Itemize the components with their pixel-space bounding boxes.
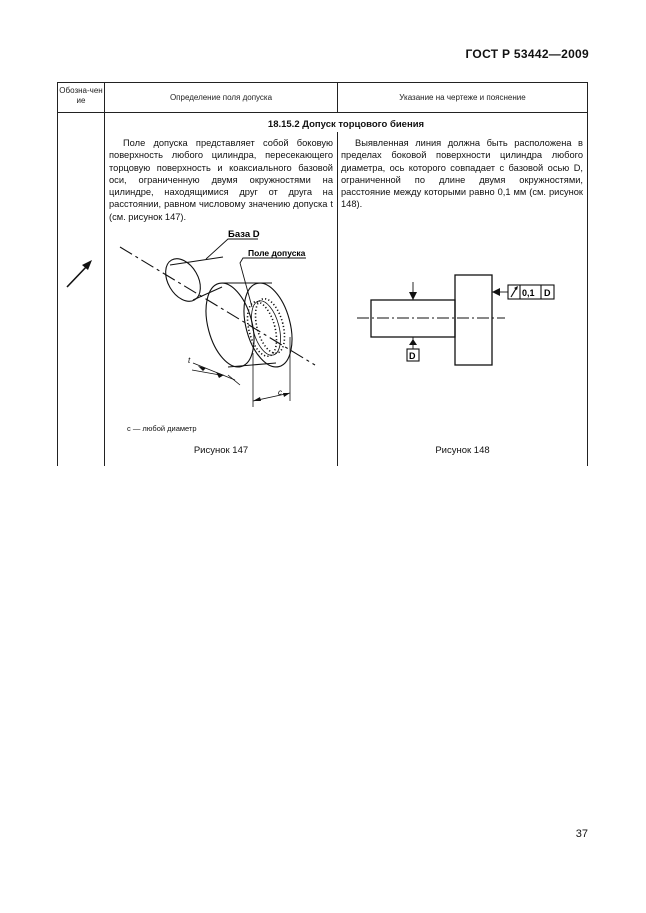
col-symbol-header: Обозна-чение (59, 86, 103, 105)
runout-symbol-icon (62, 256, 98, 292)
figure-147-note: c — любой диаметр (127, 424, 197, 433)
fig148-datum-label: D (409, 351, 416, 361)
fig147-zone-label: Поле допуска (248, 248, 306, 258)
figure-147-drawing (110, 225, 335, 415)
definition-text: Поле допуска представляет собой боковую поверхность любого цилиндра, пересекающего торцовую поверхность и коаксиального базовой оси, ограниченную двумя окружностями на цилиндре, находящимися друг от друга на расстоянии, равном числовому значению допуска t (см. рисунок 147). (109, 138, 333, 222)
fig147-t-label: t (188, 356, 191, 365)
figure-148-caption: Рисунок 148 (435, 445, 490, 456)
col-definition-header: Определение поля допуска (169, 93, 273, 102)
section-title: 18.15.2 Допуск торцового биения (267, 119, 425, 130)
page-number: 37 (575, 828, 588, 840)
fig147-base-label: База D (228, 229, 260, 240)
col-indication-header: Указание на чертеже и пояснение (399, 93, 526, 102)
fig148-tol-value: 0,1 (522, 288, 535, 298)
indication-text: Выявленная линия должна быть расположена в пределах боковой поверхности цилиндра любого диаметра, ось которого совпадает с базовой осью D, ограниченной по длине двумя окружностями, расстояние между которыми равно 0,1 мм (см. рисунок 148). (341, 138, 583, 210)
fig147-c-label: c (278, 388, 282, 397)
figure-148-drawing (345, 265, 585, 375)
fig148-tol-datum: D (544, 288, 551, 298)
figure-147-caption: Рисунок 147 (193, 445, 249, 456)
standard-header: ГОСТ Р 53442—2009 (465, 47, 589, 61)
